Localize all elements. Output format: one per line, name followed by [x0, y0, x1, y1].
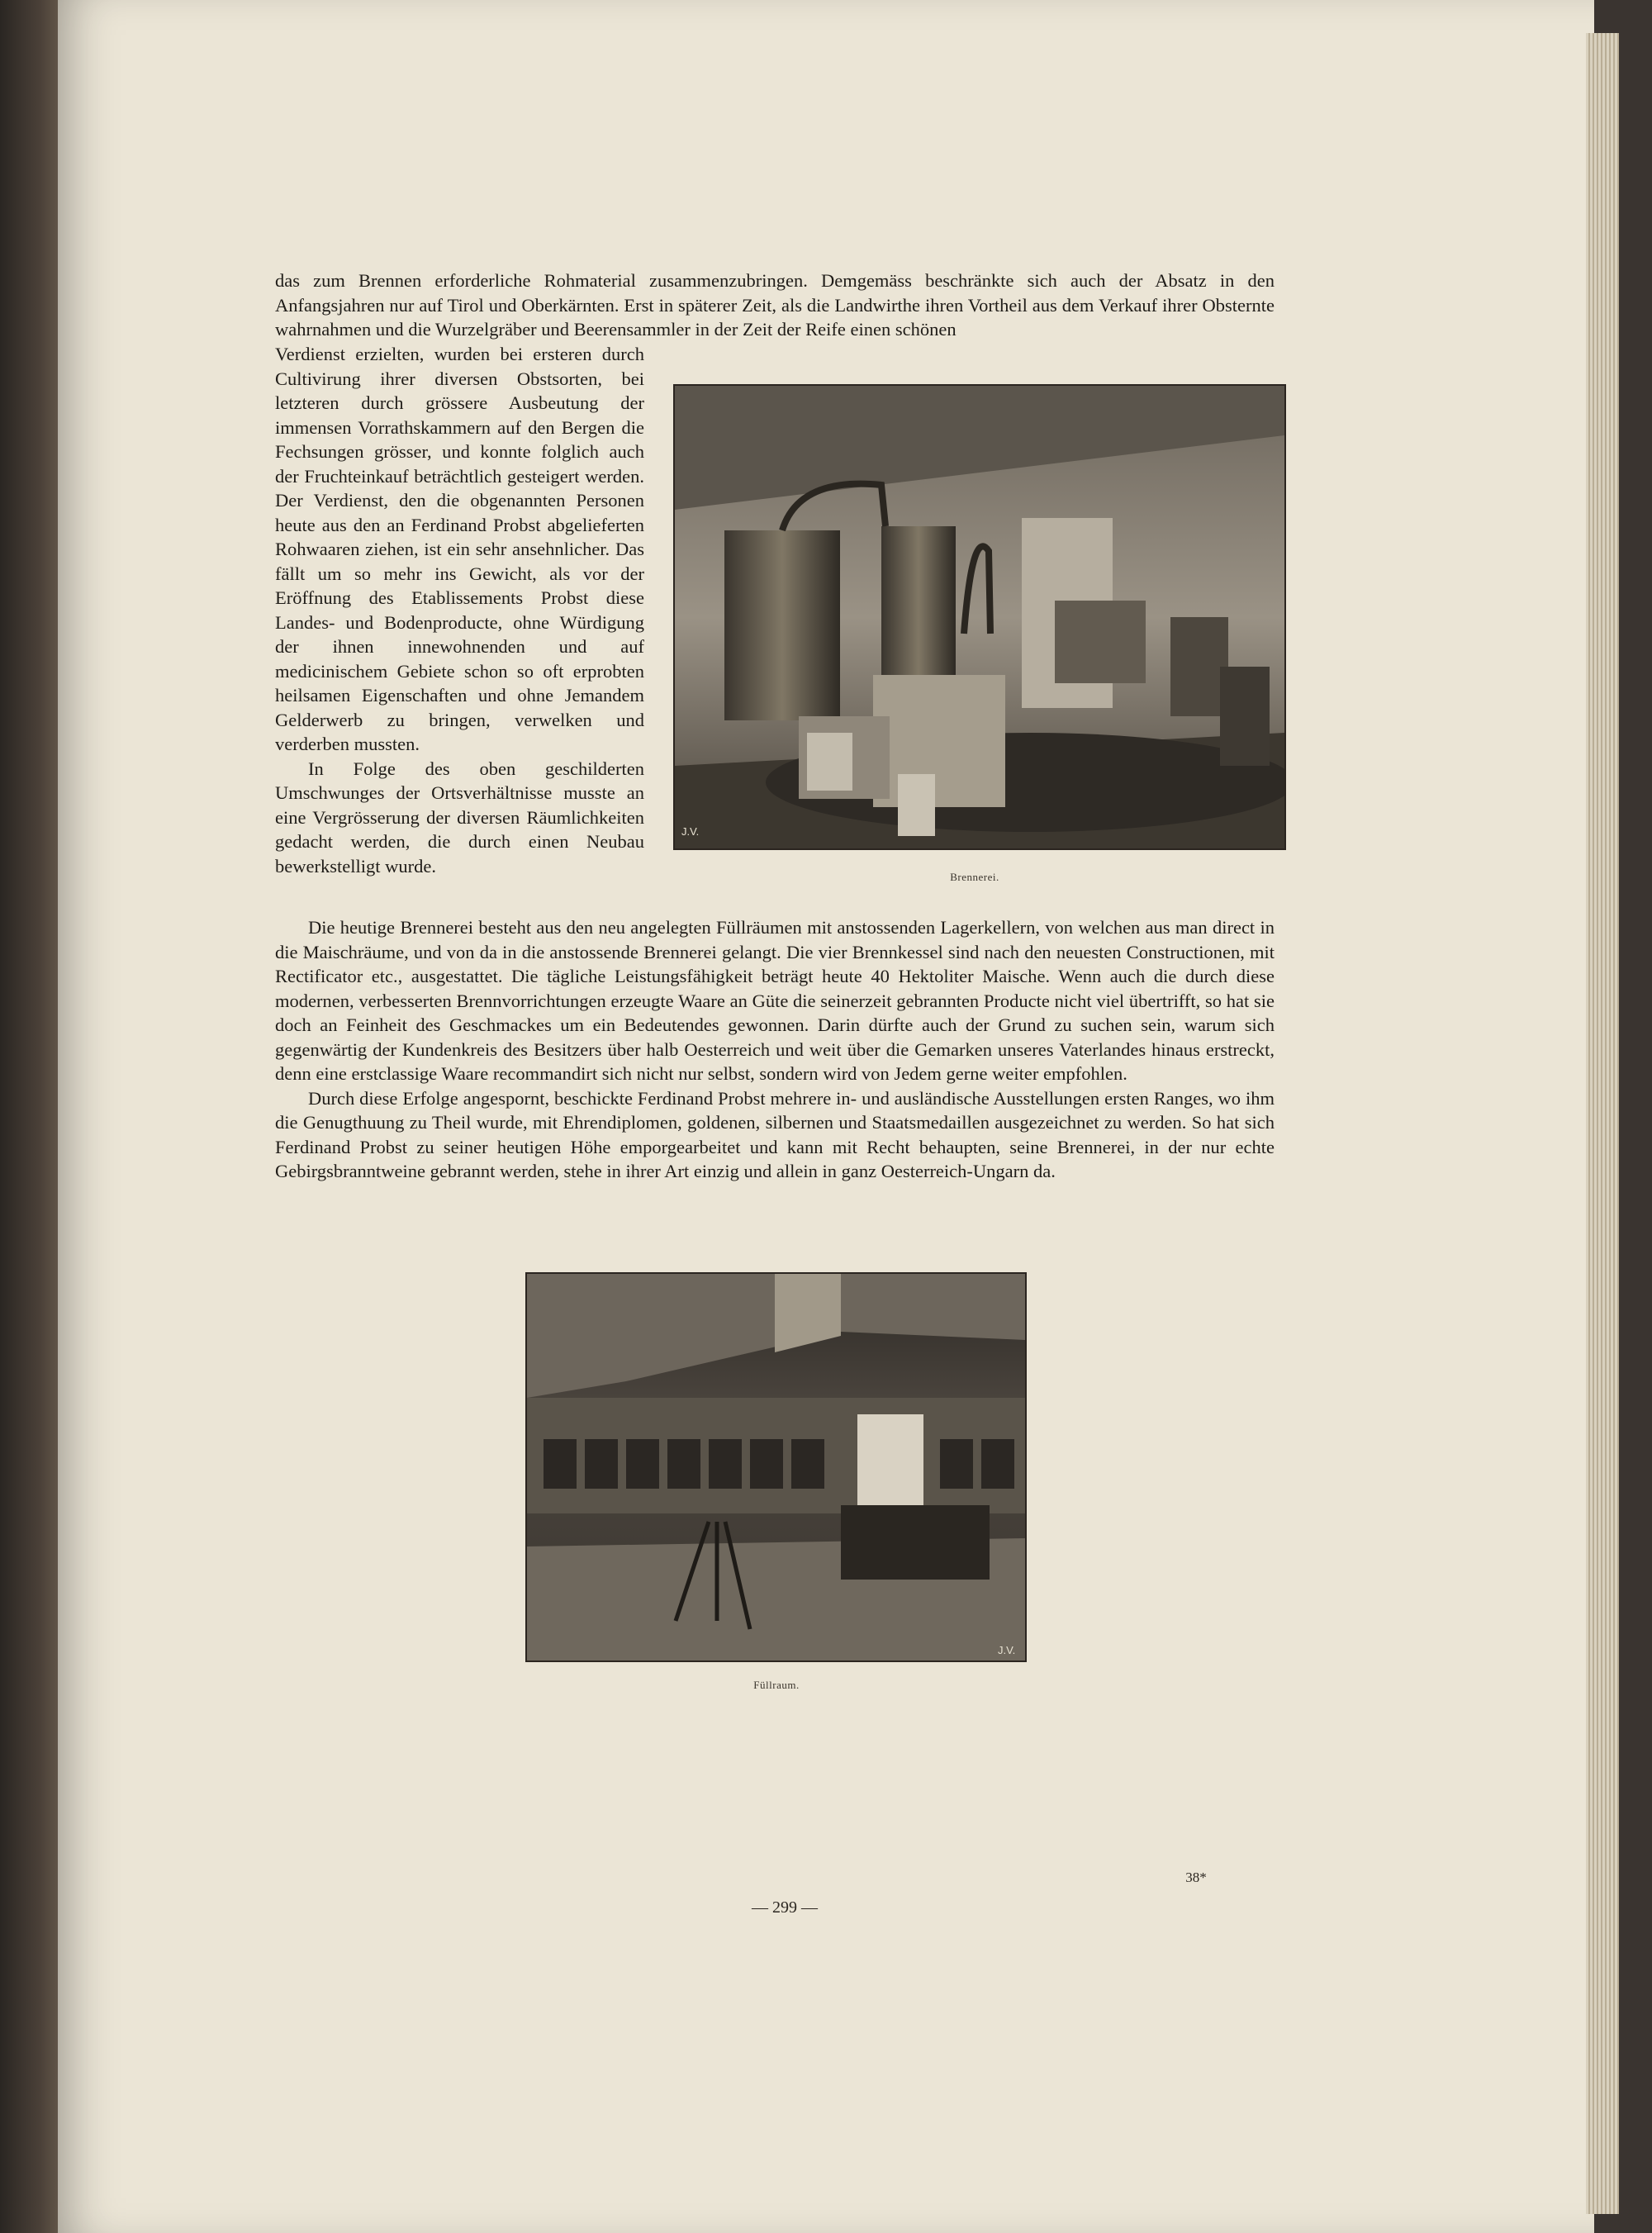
book-spine — [0, 0, 66, 2233]
caption-brennerei: Brennerei. — [950, 871, 999, 883]
paragraph-left-column — [275, 342, 644, 878]
paragraph-erfolge: Durch diese Erfolge angespornt, beschickte Ferdinand Probst mehrere in- und ausländische Ausstellungen ersten Ranges, wo ihm die Genugthuung zu Theil wurde, mit Ehrendiplomen, goldenen, silbernen und Staatsmedaillen ausgezeichnet zu werden. So hat sich Ferdinand Probst zu seiner heutigen Höhe emporgearbeitet und kann mit Recht behaupten, seine Brennerei, in der nur echte Gebirgsbranntweine gebrannt werden, stehe in ihrer Art einzig und allein in ganz Oesterreich-Ungarn da. — [275, 1087, 1275, 1181]
page-number: — 299 — — [752, 1898, 818, 1917]
photo-initials: J.V. — [681, 825, 700, 838]
photo-brennerei — [673, 384, 1286, 850]
paragraph-left-2: In Folge des oben geschilderten Umschwunges der Ortsverhältnisse musste an eine Vergrösserung der diversen Räumlichkeiten gedacht werden, die durch einen Neubau bewerkstelligt wurde. — [275, 758, 644, 877]
paragraph-bottom — [275, 915, 1275, 1184]
paragraph-intro — [275, 268, 1275, 342]
page-edges — [1586, 33, 1619, 2214]
fuellraum-illustration — [527, 1274, 1025, 1660]
photo-initials: J.V. — [998, 1644, 1016, 1656]
paragraph-left-1: Verdienst erzielten, wurden bei ersteren durch Cultivirung ihrer diversen Obstsorten, bei letzteren durch grössere Ausbeutung der immensen Vorrathskammern auf den Bergen die Fechsungen grösser, und konnte folglich auch der Fruchteinkauf beträchtlich gesteigert werden. Der Verdienst, den die obgenannten Personen heute aus den an Ferdinand Probst abgelieferten Rohwaaren ziehen, ist ein sehr ansehnlicher. Das fällt um so mehr ins Gewicht, als vor der Eröffnung des Etablissements Probst diese Landes- und Bodenproducte, ohne Würdigung der ihnen innewohnenden und auf medicinischem Gebiete schon so oft erprobten heilsamen Eigenschaften und ohne Jemandem Gelderwerb zu bringen, verwelken und verderben mussten. — [275, 344, 644, 754]
brennerei-illustration — [675, 386, 1284, 848]
signature-mark: 38* — [1185, 1870, 1207, 1885]
photo-fuellraum — [525, 1272, 1027, 1662]
caption-fuellraum: Füllraum. — [753, 1679, 800, 1691]
paragraph-brennerei: Die heutige Brennerei besteht aus den neu angelegten Füllräumen mit anstossenden Lagerkellern, von welchen aus man direct in die Maischräume, und von da in die anstossende Brennerei gelangt. Die vier Brennkessel sind nach den neuesten Constructionen, mit Rectificator etc., ausgestattet. Die tägliche Leistungsfähigkeit beträgt heute 40 Hektoliter Maische. Wenn auch die durch diese modernen, verbesserten Brennvorrichtungen erzeugte Waare an Güte die seinerzeit gebrannten Producte nicht viel übertrifft, so hat sie doch an Feinheit des Geschmackes um ein Bedeutendes gewonnen. Darin dürfte auch der Grund zu suchen sein, warum sich gegenwärtig der Kundenkreis des Besitzers über halb Oesterreich und weit über die Gemarken unseres Vaterlandes hinaus erstreckt, denn eine erstclassige Waare recommandirt sich nicht nur selbst, sondern wird von Jedem gerne weiter empfohlen. — [275, 917, 1275, 1084]
paragraph-intro-text: das zum Brennen erforderliche Rohmaterial zusammenzubringen. Demgemäss beschränkte sich auch der Absatz in den Anfangsjahren nur auf Tirol und Oberkärnten. Erst in späterer Zeit, als die Landwirthe ihren Vortheil aus dem Verkauf ihrer Obsternte wahrnahmen und die Wurzelgräber und Beerensammler in der Zeit der Reife einen schönen — [275, 270, 1275, 340]
